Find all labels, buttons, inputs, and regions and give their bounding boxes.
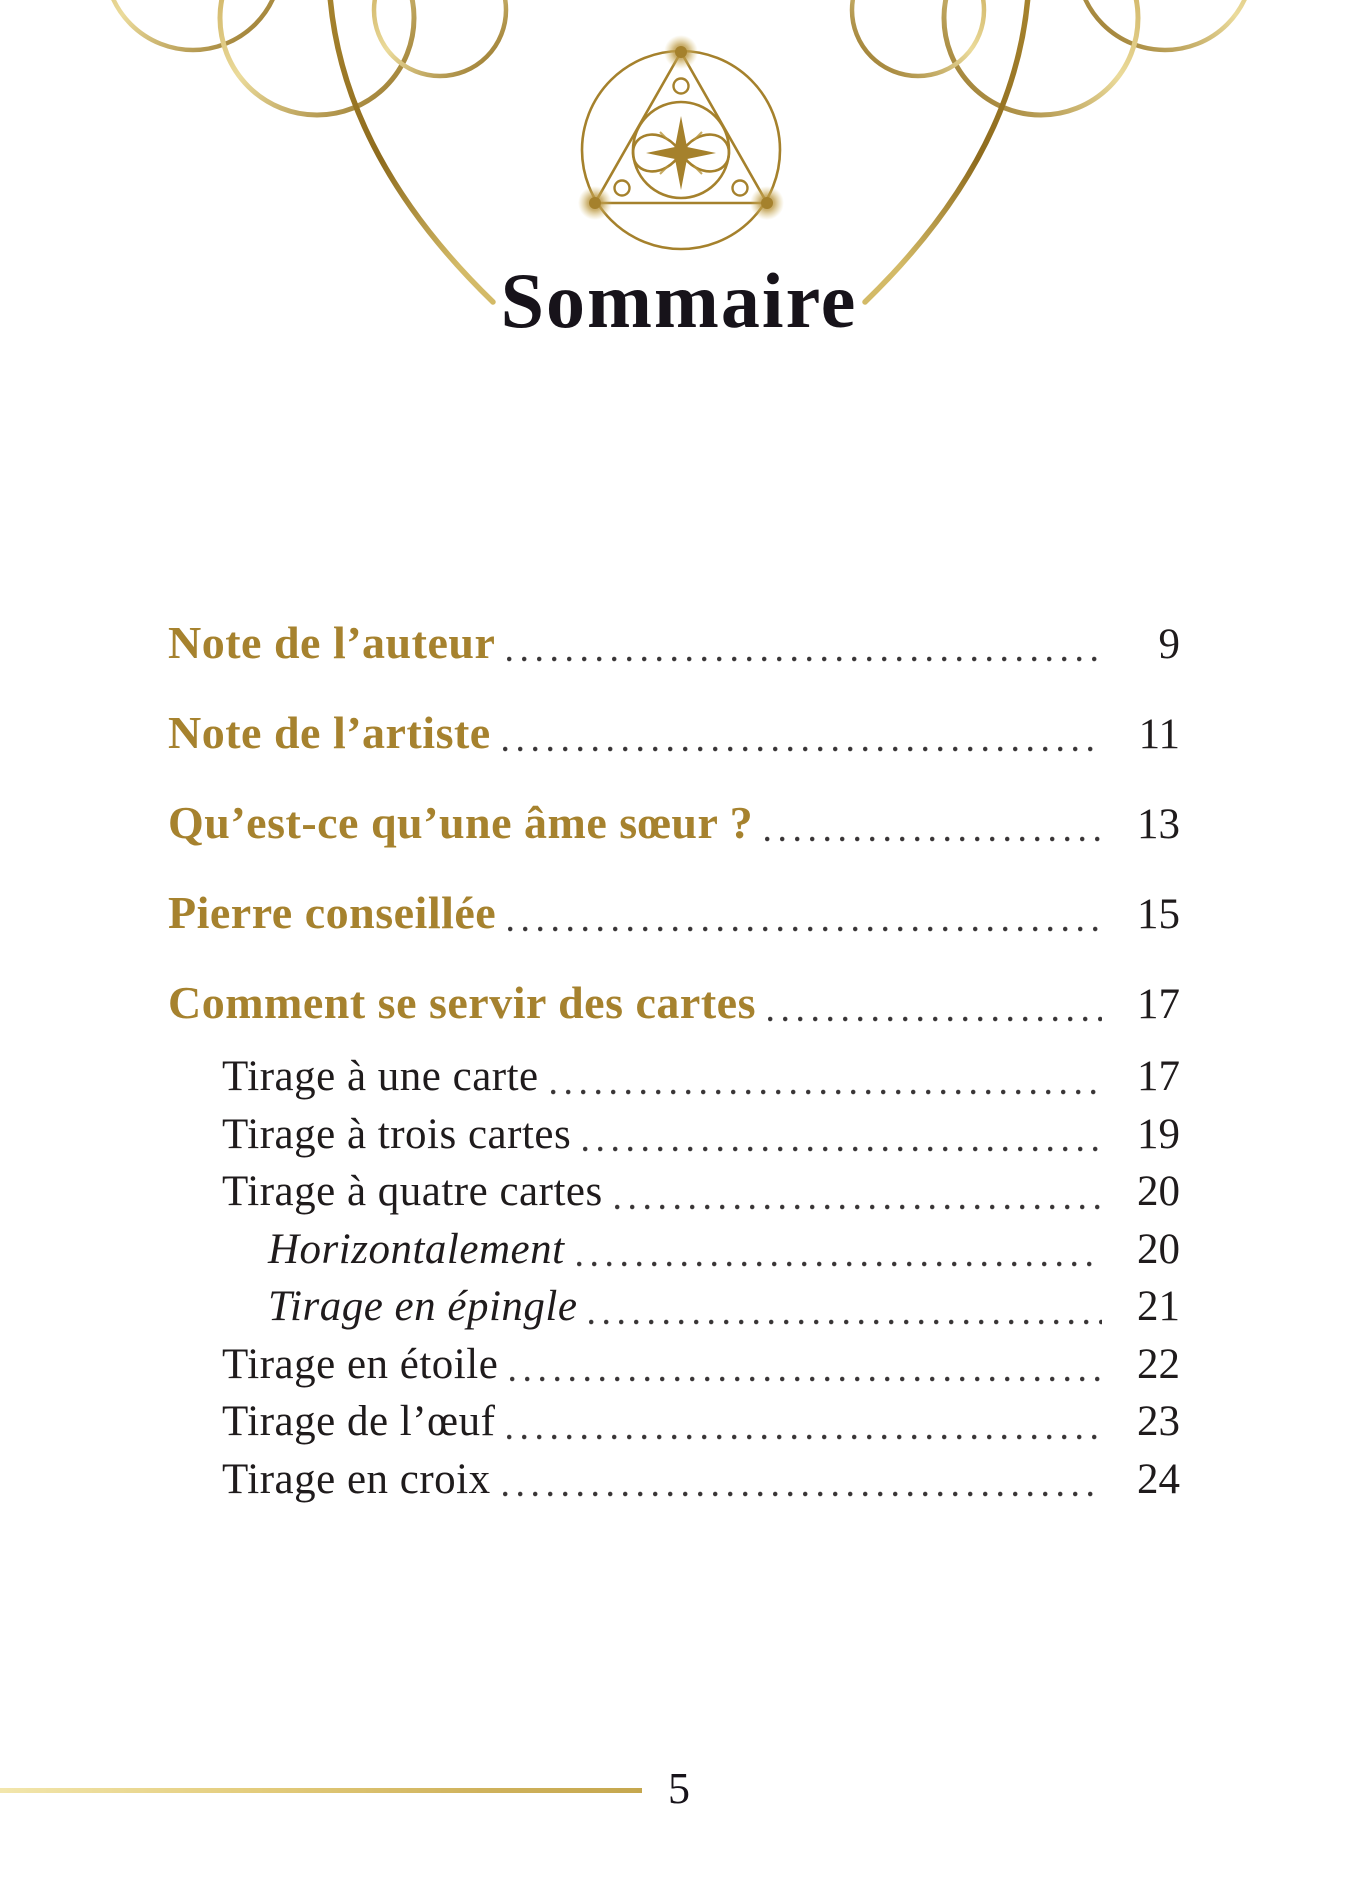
toc-entry-page: 22: [1137, 1340, 1180, 1388]
dot-leader: [510, 1376, 1102, 1382]
toc-entry: [168, 868, 1180, 958]
toc-entry: [168, 1336, 1180, 1394]
toc-entry-label: Tirage à quatre cartes: [222, 1168, 603, 1216]
toc-entry-label: Note de l’artiste: [168, 707, 491, 758]
toc-entry-page: 9: [1158, 620, 1180, 668]
toc-entry: [168, 1048, 1180, 1106]
page-footer: [0, 1766, 1358, 1814]
toc-entry: [168, 1163, 1180, 1221]
toc-entry: [168, 958, 1180, 1048]
footer-rule-left: [0, 1788, 642, 1793]
dot-leader: [765, 836, 1102, 842]
toc-entry-label: Horizontalement: [268, 1225, 565, 1273]
toc-entry: [168, 1451, 1180, 1509]
dot-leader: [583, 1146, 1102, 1152]
toc-entry-page: 20: [1137, 1225, 1180, 1273]
dot-leader: [508, 926, 1102, 932]
dot-leader: [551, 1089, 1102, 1095]
toc-entry-label: Tirage à une carte: [222, 1053, 539, 1101]
toc-entry-label: Tirage en épingle: [268, 1283, 578, 1331]
dot-leader: [768, 1016, 1102, 1022]
toc-entry-page: 17: [1137, 1053, 1180, 1101]
toc-entry-label: Qu’est-ce qu’une âme sœur ?: [168, 797, 754, 848]
toc-entry-page: 11: [1138, 710, 1180, 758]
toc-entry-page: 23: [1137, 1398, 1180, 1446]
toc-entry-label: Tirage en étoile: [222, 1340, 499, 1388]
toc-entry-page: 21: [1137, 1283, 1180, 1331]
toc-entry: [168, 778, 1180, 868]
left-flourish-icon: [105, 0, 506, 302]
header-decoration: [0, 0, 1358, 430]
toc-entry-page: 13: [1137, 800, 1180, 848]
toc-entry-label: Tirage en croix: [222, 1455, 491, 1503]
toc-entry: [168, 1278, 1180, 1336]
right-flourish-icon: [852, 0, 1253, 302]
dot-leader: [503, 1491, 1102, 1497]
toc-entry-label: Comment se servir des cartes: [168, 977, 756, 1028]
dot-leader: [507, 1434, 1102, 1440]
dot-leader: [577, 1261, 1102, 1267]
toc-entry-page: 20: [1137, 1168, 1180, 1216]
toc-entry-page: 15: [1137, 890, 1180, 938]
page-title: Sommaire: [500, 257, 858, 344]
toc-entry: [168, 598, 1180, 688]
dot-leader: [615, 1204, 1102, 1210]
dot-leader: [589, 1319, 1102, 1325]
toc-entry-label: Note de l’auteur: [168, 617, 496, 668]
toc-entry: [168, 688, 1180, 778]
toc-entry: [168, 1393, 1180, 1451]
footer-page-number: 5: [668, 1764, 690, 1813]
dot-leader: [503, 746, 1102, 752]
emblem-icon: [578, 35, 784, 249]
toc-entry-page: 19: [1137, 1110, 1180, 1158]
toc-entry-page: 17: [1137, 980, 1180, 1028]
toc-entry-label: Pierre conseillée: [168, 887, 497, 938]
toc-entry-label: Tirage à trois cartes: [222, 1110, 572, 1158]
toc-entry-label: Tirage de l’œuf: [222, 1398, 496, 1446]
footer-rule-right: [716, 1788, 1358, 1793]
toc-entry: [168, 1106, 1180, 1164]
toc-entry: [168, 1221, 1180, 1279]
toc-list: [168, 598, 1180, 1508]
dot-leader: [507, 656, 1102, 662]
toc-entry-page: 24: [1137, 1455, 1180, 1503]
